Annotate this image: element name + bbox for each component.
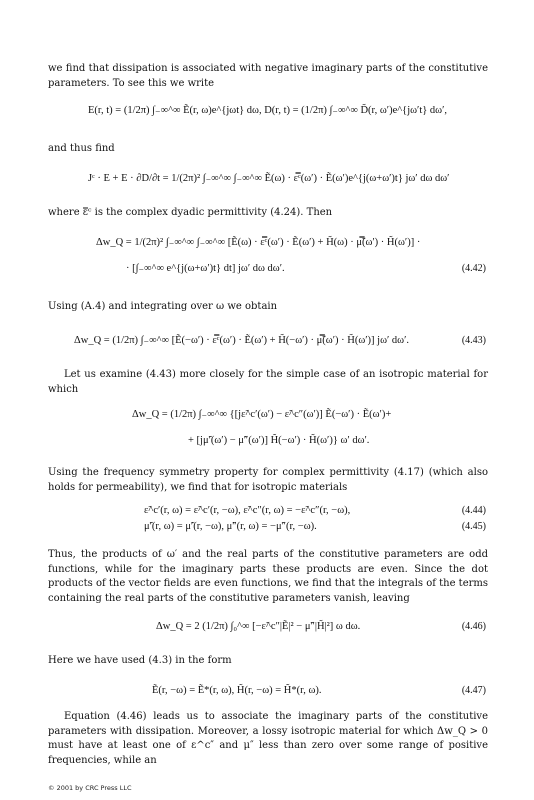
equation-4-43-text: Δw_Q = (1/2π) ∫₋∞^∞ [Ẽ(−ω′) · ε̿ᶜ(ω′) · Ẽ(ω′) + H̃(−ω′) · μ̿̃(ω′) · H̃(ω′)] jω′ dω′. [74,335,409,346]
equation-isotropic-line2-text: + [jμ̃′(ω′) − μ̃″(ω′)] H̃(−ω′) · H̃(ω′)} ω′ dω′. [188,435,370,446]
paragraph-thus-find: and thus find [48,143,115,154]
equation-4-45 [48,520,488,536]
equation-isotropic-line2 [48,434,488,454]
paragraph-odd-even: Thus, the products of ω′ and the real parts of the constitutive parameters are odd functions, while for the imaginary parts these products are even. Since the dot products of the vector fields are even functions, we find that the integrals of the terms containing the real parts of the constitutive parameters vanish, leaving [48,549,488,604]
equation-4-42-line1-text: Δw_Q = 1/(2π)² ∫₋∞^∞ ∫₋∞^∞ [Ẽ(ω) · ε̿ᶜ(ω′) · Ẽ(ω′) + H̃(ω) · μ̿̃(ω′) · H̃(ω′)] · [96,237,421,248]
paragraph-dyadic: where ε̿ᶜ is the complex dyadic permittivity (4.24). Then [48,207,333,218]
equation-4-44-text: ε̃^c′(r, ω) = ε̃^c′(r, −ω), ε̃^c″(r, ω) = −ε̃^c″(r, −ω), [144,505,351,516]
paragraph-intro: we find that dissipation is associated with negative imaginary parts of the constitutive parameters. To see this we write [48,63,488,89]
equation-4-43 [48,334,488,354]
equation-number-4-43: (4.43) [461,335,486,346]
equation-4-46-text: Δw_Q = 2 (1/2π) ∫₀^∞ [−ε̃^c″|Ẽ|² − μ̃″|H̃|²] ω dω. [156,621,361,632]
equation-4-46 [48,620,488,640]
equation-4-47-text: Ẽ(r, −ω) = Ẽ*(r, ω), H̃(r, −ω) = H̃*(r, ω). [152,685,322,696]
equation-4-42-line1 [48,236,488,256]
equation-number-4-42: (4.42) [461,263,486,274]
copyright-footer: © 2001 by CRC Press LLC [48,784,132,792]
equation-4-44 [48,504,488,520]
equation-4-45-text: μ̃′(r, ω) = μ̃′(r, −ω), μ̃″(r, ω) = −μ̃″(r, −ω). [144,521,317,532]
paragraph-used-form: Here we have used (4.3) in the form [48,655,232,666]
equation-4-42-line2-text: · [∫₋∞^∞ e^{j(ω+ω′)t} dt] jω′ dω dω′. [126,263,285,274]
paragraph-isotropic: Let us examine (4.43) more closely for the simple case of an isotropic material for which [48,369,488,395]
equation-4-42-line2 [48,262,488,282]
paragraph-symmetry: Using the frequency symmetry property for complex permittivity (4.17) (which also holds for permeability), we find that for isotropic materials [48,467,488,493]
paragraph-dissipation: Equation (4.46) leads us to associate the imaginary parts of the constitutive parameters with dissipation. Moreover, a lossy isotropic material for which Δw_Q > 0 must have at least one of ε^c″ and μ″ less than zero over some range of positive frequencies, while an [48,711,488,766]
equation-power-product [48,172,488,206]
equation-number-4-44: (4.44) [461,505,486,516]
equation-number-4-46: (4.46) [461,621,486,632]
equation-4-47 [48,684,488,700]
equation-power-product-text: Jᶜ · E + E · ∂D/∂t = 1/(2π)² ∫₋∞^∞ ∫₋∞^∞ Ẽ(ω) · ε̿ᶜ(ω′) · Ẽ(ω′)e^{j(ω+ω′)t} jω′ dω dω′ [88,173,450,184]
equation-isotropic-line1 [48,408,488,428]
equation-number-4-45: (4.45) [461,521,486,532]
equation-isotropic-line1-text: Δw_Q = (1/2π) ∫₋∞^∞ {[jε̃^c′(ω′) − ε̃^c″(ω′)] Ẽ(−ω′) · Ẽ(ω′)+ [132,409,392,420]
equation-fourier-pair-text: E(r, t) = (1/2π) ∫₋∞^∞ Ẽ(r, ω)e^{jωt} dω, D(r, t) = (1/2π) ∫₋∞^∞ D̃(r, ω′)e^{jω′t} dω′, [88,105,447,116]
equation-fourier-pair [48,104,488,144]
equation-number-4-47: (4.47) [461,685,486,696]
paragraph-integrating: Using (A.4) and integrating over ω we obtain [48,301,278,312]
